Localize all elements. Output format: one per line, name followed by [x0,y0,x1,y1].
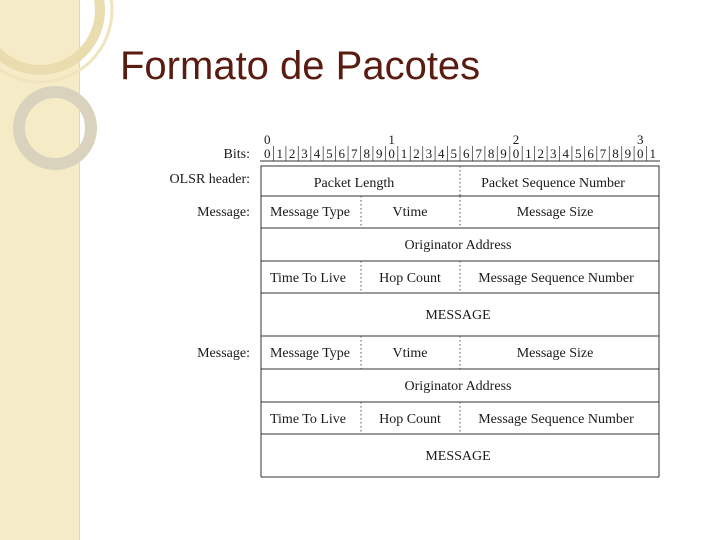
row-label-message-1: Message: [197,205,250,220]
message1-time-to-live: Time To Live [269,271,347,286]
row-label-bits: Bits: [223,147,250,162]
bit-unit-label: 0 [637,146,644,161]
bit-tens-label: 0 [263,132,271,147]
bit-unit-label: 7 [599,146,607,161]
bit-unit-label: 6 [587,146,594,161]
bit-unit-label: 9 [375,146,383,161]
bit-unit-label: 1 [525,146,532,161]
bit-unit-label: 5 [574,146,582,161]
bit-unit-label: 3 [425,146,433,161]
bit-unit-label: 8 [363,146,370,161]
packet-length-field: Packet Length [313,176,395,191]
bit-unit-label: 4 [438,146,445,161]
bit-unit-label: 1 [276,146,283,161]
bit-unit-label: 8 [612,146,619,161]
bit-unit-label: 5 [450,146,458,161]
bit-ruler-units [264,146,656,161]
bit-unit-label: 2 [537,146,545,161]
message2-message-type: Message Type [269,346,351,361]
message2-hop-count: Hop Count [379,412,441,427]
bit-tens-label: 1 [388,132,395,147]
bit-unit-label: 6 [338,146,346,161]
bit-unit-label: 1 [400,146,408,161]
bit-unit-label: 4 [562,146,569,161]
bit-unit-label: 3 [550,146,557,161]
bit-unit-label: 5 [326,146,333,161]
message1-originator-address: Originator Address [404,238,512,253]
slide-title: Formato de Pacotes [120,44,481,88]
bit-unit-label: 4 [313,146,321,161]
message1-message-type: Message Type [269,205,351,220]
message1-message-size: Message Size [516,205,594,220]
bit-unit-label: 1 [649,146,657,161]
bit-unit-label: 0 [263,146,271,161]
message1-hop-count: Hop Count [379,271,441,286]
bit-ruler-tens [264,132,644,147]
bit-tens-label: 3 [637,132,644,147]
message2-vtime: Vtime [392,346,428,361]
bit-unit-label: 0 [512,146,520,161]
bit-unit-label: 2 [288,146,296,161]
bit-unit-label: 7 [351,146,358,161]
message2-originator-address: Originator Address [404,379,512,394]
message2-message-sequence-number: Message Sequence Number [478,412,634,427]
message1-message-sequence-number: Message Sequence Number [478,271,634,286]
message2-message-size: Message Size [516,346,594,361]
bit-unit-label: 2 [413,146,420,161]
bit-unit-label: 3 [301,146,308,161]
bit-unit-label: 7 [475,146,482,161]
bit-unit-label: 9 [500,146,507,161]
bit-tens-label: 2 [512,132,520,147]
bit-unit-label: 0 [388,146,395,161]
packet-sequence-number-field: Packet Sequence Number [481,176,625,191]
bit-unit-label: 6 [462,146,470,161]
message2-time-to-live: Time To Live [269,412,347,427]
message2-payload: MESSAGE [425,449,491,464]
row-label-message-2: Message: [197,346,250,361]
message1-payload: MESSAGE [425,308,491,323]
message1-vtime: Vtime [392,205,428,220]
bit-unit-label: 9 [624,146,632,161]
row-label-olsr-header: OLSR header: [169,172,250,187]
bit-unit-label: 8 [487,146,495,161]
